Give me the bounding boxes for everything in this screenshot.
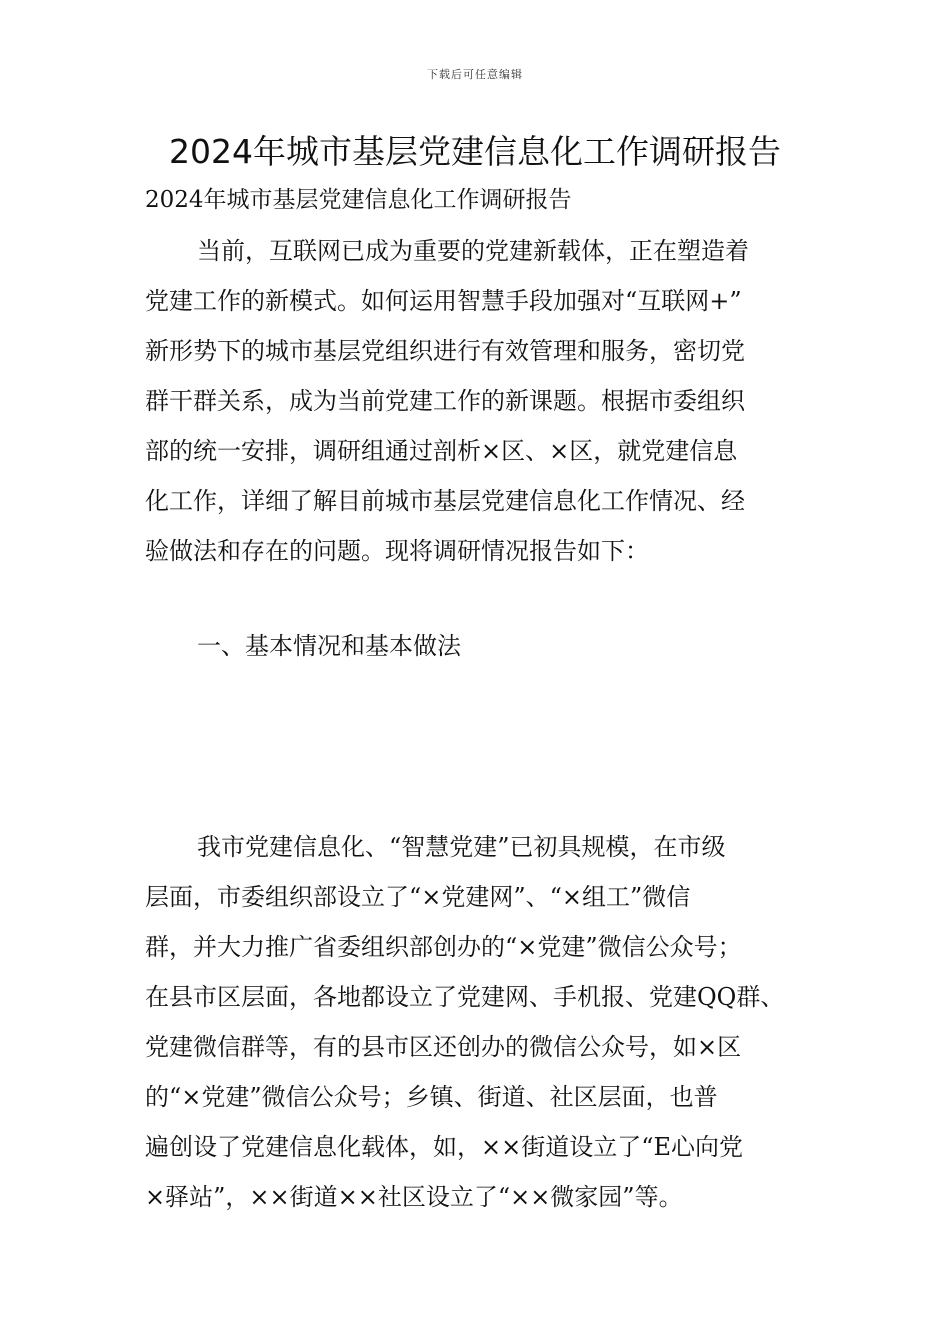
body-paragraph [145, 822, 825, 1222]
paragraph-line: 当前，互联网已成为重要的党建新载体，正在塑造着 [197, 237, 749, 265]
paragraph-line: 党建工作的新模式。如何运用智慧手段加强对“互联网+” [145, 287, 742, 315]
paragraph-line: 在县市区层面，各地都设立了党建网、手机报、党建QQ群、 [145, 983, 785, 1011]
paragraph-line: 群干群关系，成为当前党建工作的新课题。根据市委组织 [145, 387, 745, 415]
document-title: 2024年城市基层党建信息化工作调研报告 [169, 132, 781, 171]
header-note: 下载后可任意编辑 [427, 68, 523, 81]
document-subtitle: 2024年城市基层党建信息化工作调研报告 [145, 187, 572, 213]
paragraph-line: 层面，市委组织部设立了“×党建网”、“×组工”微信 [145, 883, 691, 911]
paragraph-line: 验做法和存在的问题。现将调研情况报告如下： [145, 537, 649, 565]
intro-paragraph [145, 226, 825, 576]
section-heading: 一、基本情况和基本做法 [197, 632, 461, 660]
paragraph-line: 部的统一安排，调研组通过剖析×区、×区，就党建信息 [145, 437, 738, 465]
paragraph-line: 化工作，详细了解目前城市基层党建信息化工作情况、经 [145, 487, 745, 515]
paragraph-line: 我市党建信息化、“智慧党建”已初具规模，在市级 [197, 833, 726, 861]
paragraph-line: 党建微信群等，有的县市区还创办的微信公众号，如×区 [145, 1033, 742, 1061]
paragraph-line: 的“×党建”微信公众号；乡镇、街道、社区层面，也普 [145, 1083, 718, 1111]
paragraph-line: 群，并大力推广省委组织部创办的“×党建”微信公众号； [145, 933, 742, 961]
paragraph-line: 遍创设了党建信息化载体，如，××街道设立了“E心向党 [145, 1133, 744, 1161]
paragraph-line: 新形势下的城市基层党组织进行有效管理和服务，密切党 [145, 337, 745, 365]
paragraph-line: ×驿站”，××街道××社区设立了“××微家园”等。 [145, 1183, 683, 1211]
